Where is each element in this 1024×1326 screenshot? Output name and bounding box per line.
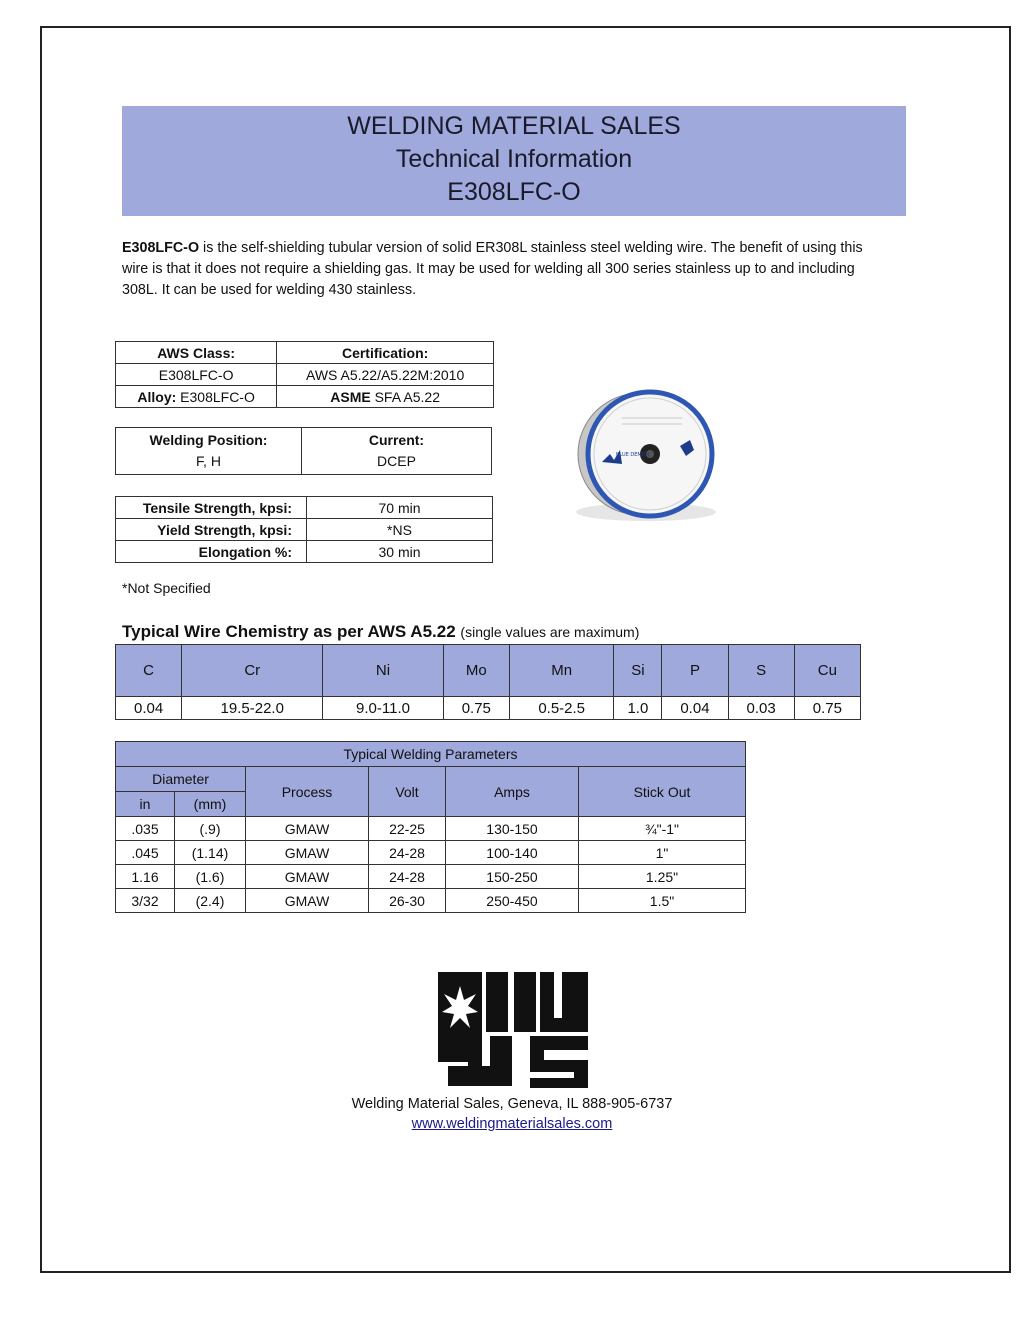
table-row bbox=[116, 889, 746, 913]
chemistry-table bbox=[115, 644, 861, 720]
chemistry-title-suffix: (single values are maximum) bbox=[460, 624, 640, 640]
row-mm: (.9) bbox=[175, 817, 246, 841]
amps-header: Amps bbox=[446, 767, 579, 817]
value-si: 1.0 bbox=[614, 697, 662, 720]
header-band bbox=[122, 106, 906, 216]
yield-value: *NS bbox=[307, 519, 493, 541]
asme-label: ASME bbox=[330, 388, 371, 405]
alloy-label: Alloy: bbox=[137, 388, 177, 405]
row-amps: 100-140 bbox=[446, 841, 579, 865]
row-process: GMAW bbox=[246, 841, 369, 865]
row-in: 1.16 bbox=[116, 865, 175, 889]
row-process: GMAW bbox=[246, 889, 369, 913]
volt-header: Volt bbox=[369, 767, 446, 817]
chemistry-header-row bbox=[116, 645, 861, 697]
current-value: DCEP bbox=[377, 453, 416, 469]
element-cu: Cu bbox=[794, 645, 860, 697]
process-header: Process bbox=[246, 767, 369, 817]
tensile-value: 70 min bbox=[307, 497, 493, 519]
row-process: GMAW bbox=[246, 817, 369, 841]
alloy-cell bbox=[116, 386, 277, 408]
table-row bbox=[116, 865, 746, 889]
asme-value: SFA A5.22 bbox=[374, 388, 440, 405]
row-amps: 150-250 bbox=[446, 865, 579, 889]
element-c: C bbox=[116, 645, 182, 697]
element-cr: Cr bbox=[182, 645, 323, 697]
strength-table bbox=[115, 496, 493, 563]
position-value: F, H bbox=[196, 453, 221, 469]
row-stickout: 1.5" bbox=[579, 889, 746, 913]
chemistry-title bbox=[122, 622, 639, 642]
table-row bbox=[116, 519, 493, 541]
diameter-header: Diameter bbox=[116, 767, 246, 792]
position-table bbox=[115, 427, 492, 475]
company-title: WELDING MATERIAL SALES bbox=[347, 112, 681, 140]
not-specified-note: *Not Specified bbox=[122, 580, 211, 596]
tensile-label: Tensile Strength, kpsi: bbox=[116, 497, 307, 519]
value-mo: 0.75 bbox=[443, 697, 509, 720]
table-row bbox=[116, 841, 746, 865]
chemistry-title-text: Typical Wire Chemistry as per AWS A5.22 bbox=[122, 622, 456, 641]
welding-title: Typical Welding Parameters bbox=[116, 742, 746, 767]
aws-class-value: E308LFC-O bbox=[116, 364, 277, 386]
footer-url-wrap bbox=[0, 1116, 1024, 1132]
certification-label: Certification: bbox=[277, 342, 494, 364]
value-ni: 9.0-11.0 bbox=[323, 697, 443, 720]
elongation-value: 30 min bbox=[307, 541, 493, 563]
row-stickout: ¾"-1" bbox=[579, 817, 746, 841]
footer-address: Welding Material Sales, Geneva, IL 888-905-6737 bbox=[351, 1096, 673, 1112]
row-volt: 22-25 bbox=[369, 817, 446, 841]
table-row bbox=[116, 541, 493, 563]
value-cr: 19.5-22.0 bbox=[182, 697, 323, 720]
value-p: 0.04 bbox=[662, 697, 728, 720]
chemistry-value-row bbox=[116, 697, 861, 720]
intro-paragraph bbox=[122, 238, 892, 301]
class-table bbox=[115, 341, 494, 408]
welding-parameters-table bbox=[115, 741, 746, 913]
position-cell bbox=[116, 428, 302, 475]
mm-header: (mm) bbox=[175, 792, 246, 817]
elongation-label: Elongation %: bbox=[116, 541, 307, 563]
row-in: .045 bbox=[116, 841, 175, 865]
current-label: Current: bbox=[368, 432, 425, 448]
intro-text: is the self-shielding tubular version of solid ER308L stainless steel welding wire. The benefit of using this wire is that it does not require a shielding gas. It may be used for welding all 300 series stainless up to and including 308L. It can be used for welding 430 stainless. bbox=[122, 240, 863, 298]
row-mm: (1.6) bbox=[175, 865, 246, 889]
row-process: GMAW bbox=[246, 865, 369, 889]
value-cu: 0.75 bbox=[794, 697, 860, 720]
row-volt: 24-28 bbox=[369, 841, 446, 865]
product-title: E308LFC-O bbox=[447, 178, 581, 206]
element-si: Si bbox=[614, 645, 662, 697]
yield-label: Yield Strength, kpsi: bbox=[116, 519, 307, 541]
value-s: 0.03 bbox=[728, 697, 794, 720]
element-ni: Ni bbox=[323, 645, 443, 697]
wire-spool-image bbox=[562, 388, 722, 528]
in-header: in bbox=[116, 792, 175, 817]
value-c: 0.04 bbox=[116, 697, 182, 720]
element-p: P bbox=[662, 645, 728, 697]
subtitle: Technical Information bbox=[395, 145, 633, 173]
value-mn: 0.5-2.5 bbox=[509, 697, 614, 720]
row-stickout: 1.25" bbox=[579, 865, 746, 889]
row-volt: 24-28 bbox=[369, 865, 446, 889]
asme-cell bbox=[277, 386, 494, 408]
stickout-header: Stick Out bbox=[579, 767, 746, 817]
row-in: .035 bbox=[116, 817, 175, 841]
element-mn: Mn bbox=[509, 645, 614, 697]
element-mo: Mo bbox=[443, 645, 509, 697]
alloy-value: E308LFC-O bbox=[180, 388, 255, 405]
row-amps: 130-150 bbox=[446, 817, 579, 841]
aws-class-label: AWS Class: bbox=[116, 342, 277, 364]
certification-value: AWS A5.22/A5.22M:2010 bbox=[277, 364, 494, 386]
current-cell bbox=[302, 428, 492, 475]
table-row bbox=[116, 497, 493, 519]
row-mm: (2.4) bbox=[175, 889, 246, 913]
row-volt: 26-30 bbox=[369, 889, 446, 913]
table-row bbox=[116, 817, 746, 841]
element-s: S bbox=[728, 645, 794, 697]
row-amps: 250-450 bbox=[446, 889, 579, 913]
row-stickout: 1" bbox=[579, 841, 746, 865]
position-label: Welding Position: bbox=[149, 432, 268, 448]
wms-logo bbox=[434, 966, 594, 1091]
row-in: 3/32 bbox=[116, 889, 175, 913]
row-mm: (1.14) bbox=[175, 841, 246, 865]
footer-url-link[interactable]: www.weldingmaterialsales.com bbox=[411, 1116, 613, 1132]
intro-bold-term: E308LFC-O bbox=[122, 240, 200, 256]
spool-label: BLUE DEMON bbox=[616, 452, 650, 458]
